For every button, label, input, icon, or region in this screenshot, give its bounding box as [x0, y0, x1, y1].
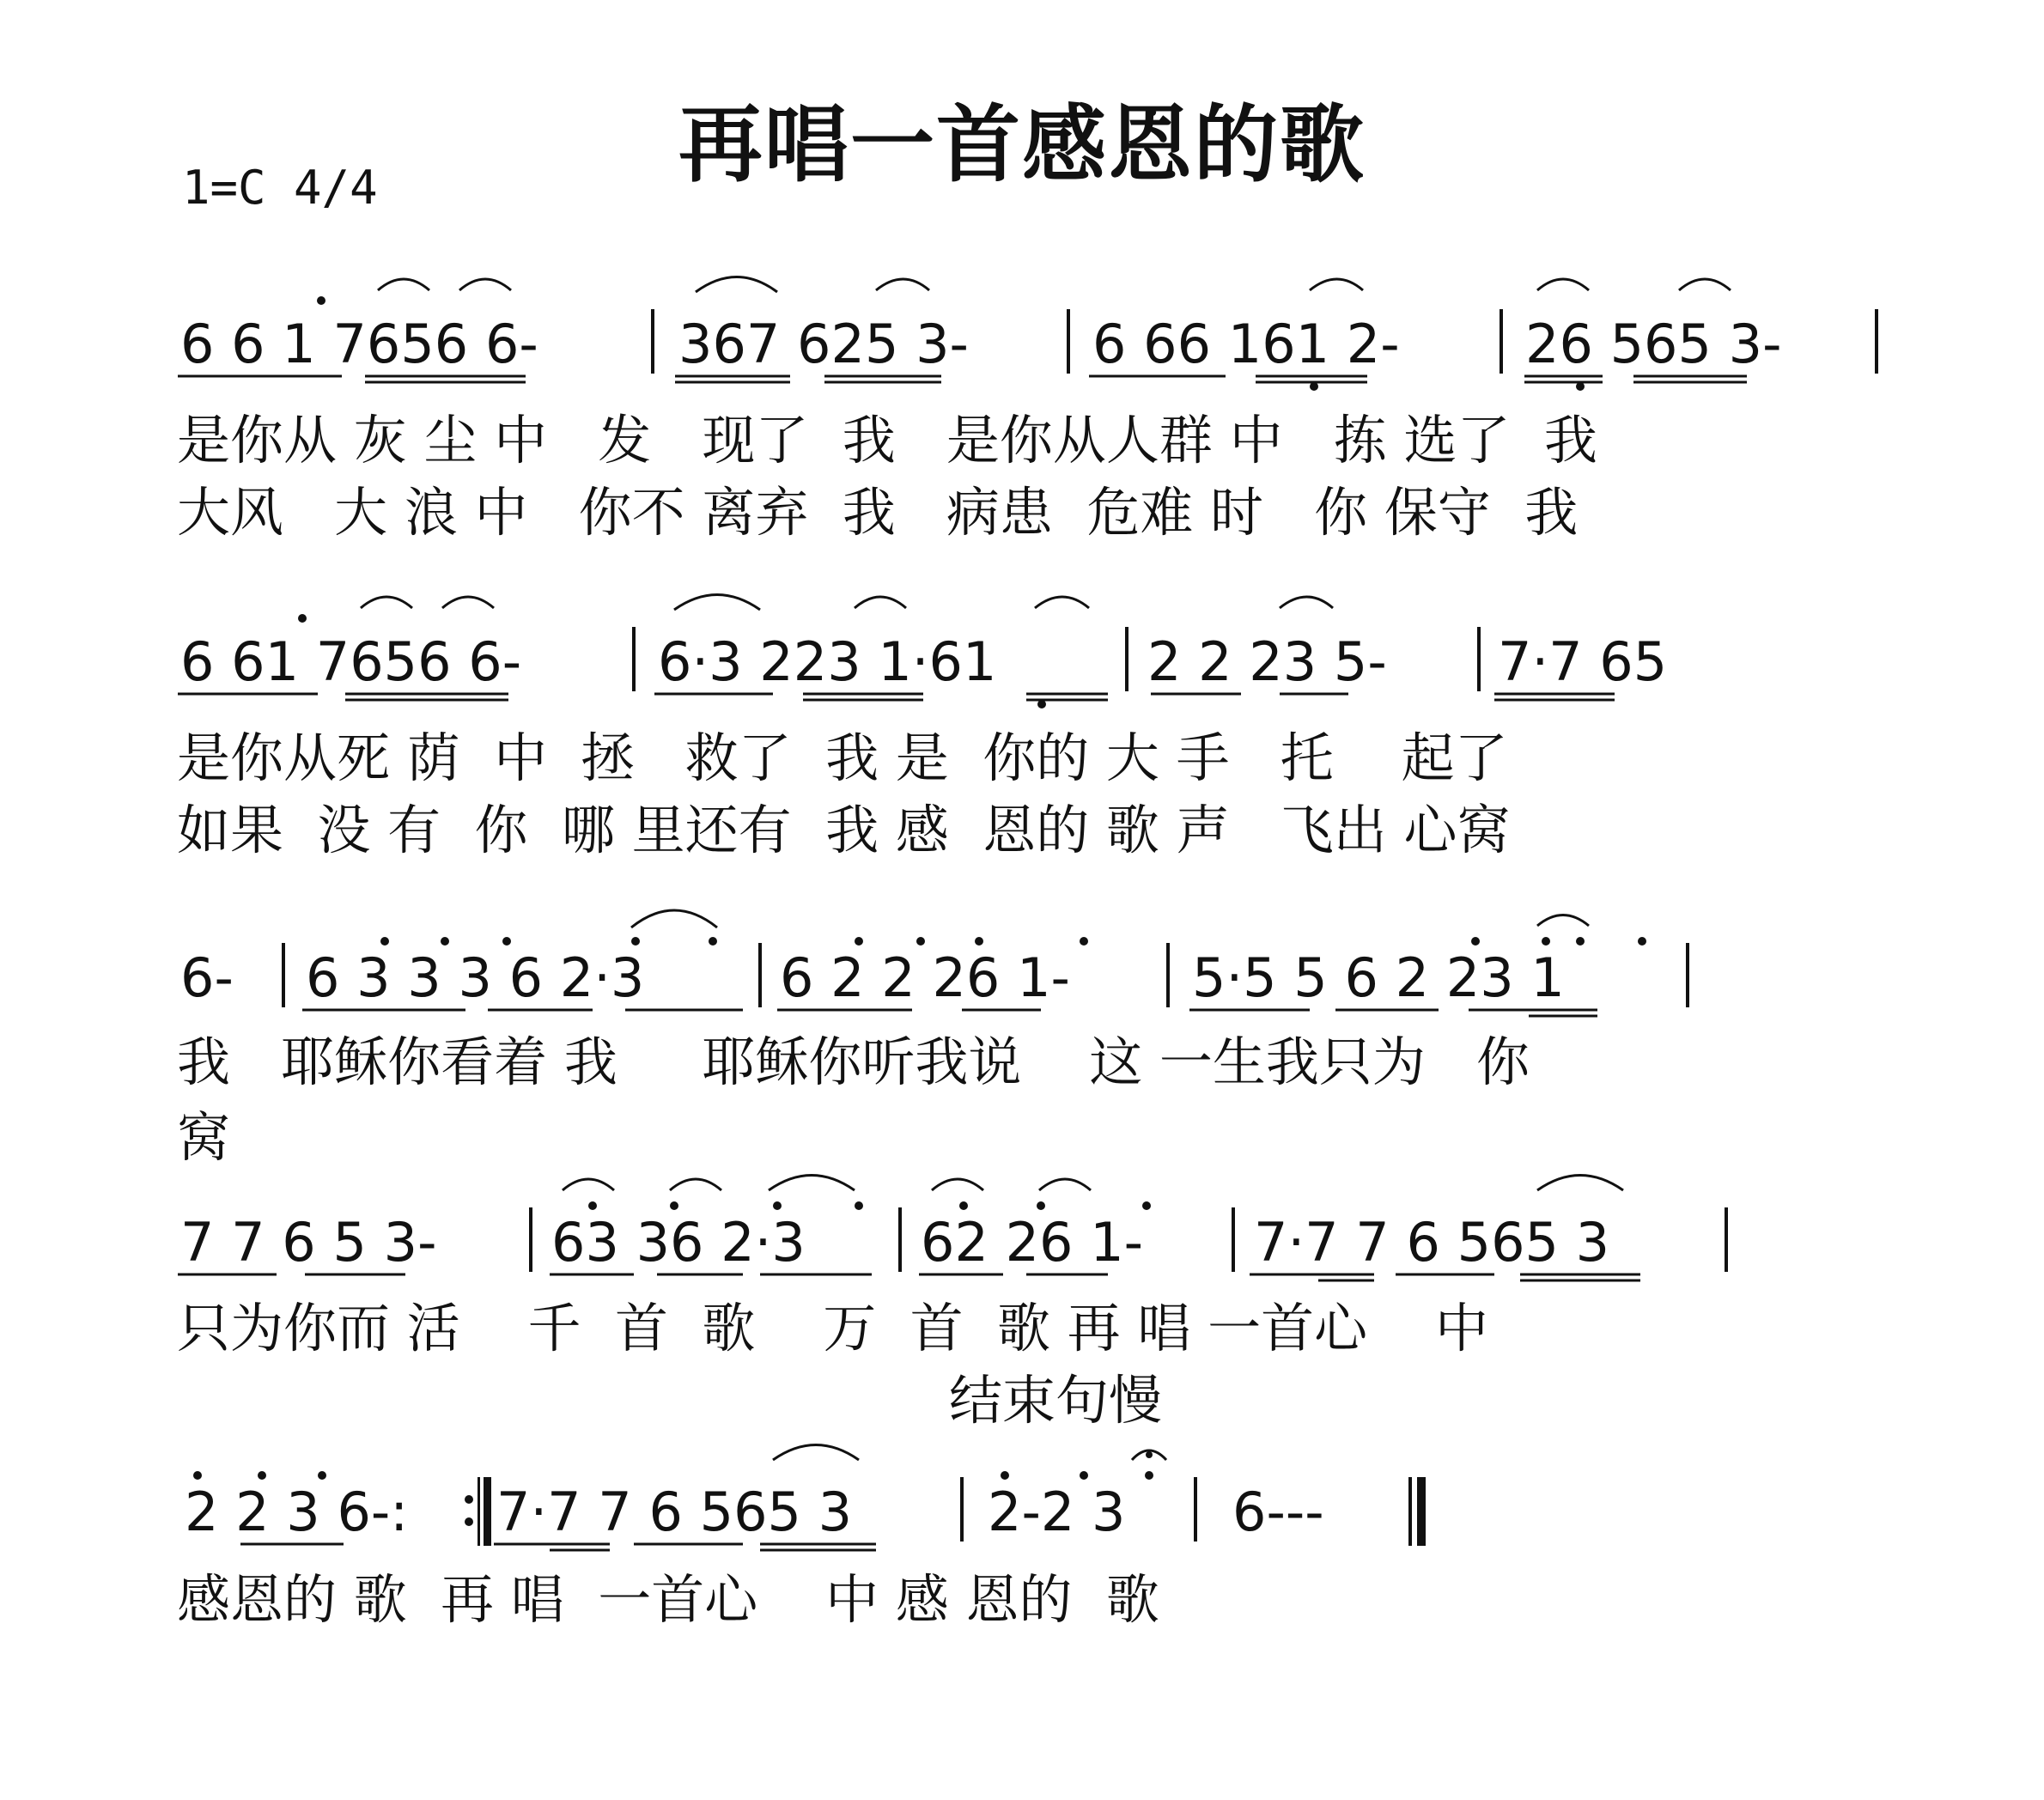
- lyric-line: 是你从死 荫 中 拯 救了 我 是 你的 大 手 托 起了: [177, 727, 1508, 789]
- measure-group: 7·7 65: [1498, 630, 1668, 693]
- measure-group: 6 6 1 7656 6-: [180, 313, 538, 375]
- score-system-5: [0, 1451, 2044, 1554]
- score-system-2: [0, 601, 2044, 704]
- measure-group: 2 2 23 5-: [1147, 630, 1387, 693]
- measure-group: 26 565 3-: [1525, 313, 1782, 375]
- measure-group: 7·7 7 6 565 3: [496, 1481, 853, 1543]
- measure-group: 63 36 2·3: [551, 1211, 806, 1274]
- measure-group: 6-: [180, 946, 234, 1009]
- measure-group: 6 2 2 26 1-: [780, 946, 1070, 1009]
- lyric-line: 是你从 灰 尘 中 发 现了 我 是你从人群 中 拣 选了 我: [177, 409, 1597, 471]
- measure-group: 6---: [1232, 1481, 1324, 1543]
- measure-group: 62 26 1-: [921, 1211, 1144, 1274]
- lyric-line: 如果 没 有 你 哪 里还有 我 感 恩的 歌 声 飞出 心窝: [177, 799, 1511, 861]
- lyric-line: 只为你而 活 千 首 歌 万 首 歌 再 唱 一首心 中: [177, 1297, 1488, 1359]
- lyric-line: 大风 大 浪 中 你不 离弃 我 病患 危难 时 你 保守 我: [177, 481, 1579, 544]
- measure-group: 367 625 3-: [678, 313, 969, 375]
- measure-group: 7 7 6 5 3-: [180, 1211, 437, 1274]
- score-system-3: [0, 917, 2044, 1020]
- score-system-4: [0, 1182, 2044, 1285]
- measure-group: 6 66 161 2-: [1092, 313, 1400, 375]
- measure-group: 6·3 223 1·61: [658, 630, 997, 693]
- measure-group: 2 2 3 6-:: [185, 1481, 409, 1543]
- lyric-line: 感恩的 歌 再 唱 一首心 中 感 恩的 歌: [177, 1568, 1159, 1631]
- score-system-1: [0, 283, 2044, 386]
- key-signature: 1=C 4/4: [182, 161, 378, 215]
- lyric-line: 我 耶稣你看着 我 耶稣你听我说 这 一生我只为 你: [177, 1031, 1530, 1093]
- measure-group: 6 3 3 3 6 2·3: [306, 946, 645, 1009]
- tempo-instruction: 结束句慢: [949, 1369, 1163, 1432]
- measure-group: 5·5 5 6 2 23 1: [1192, 946, 1565, 1009]
- measure-group: 6 61 7656 6-: [180, 630, 522, 693]
- lyric-line: 窝: [177, 1106, 231, 1169]
- measure-group: 7·7 7 6 565 3: [1254, 1211, 1610, 1274]
- measure-group: 2-2 3: [988, 1481, 1126, 1543]
- song-title: 再唱一首感恩的歌: [678, 96, 1366, 194]
